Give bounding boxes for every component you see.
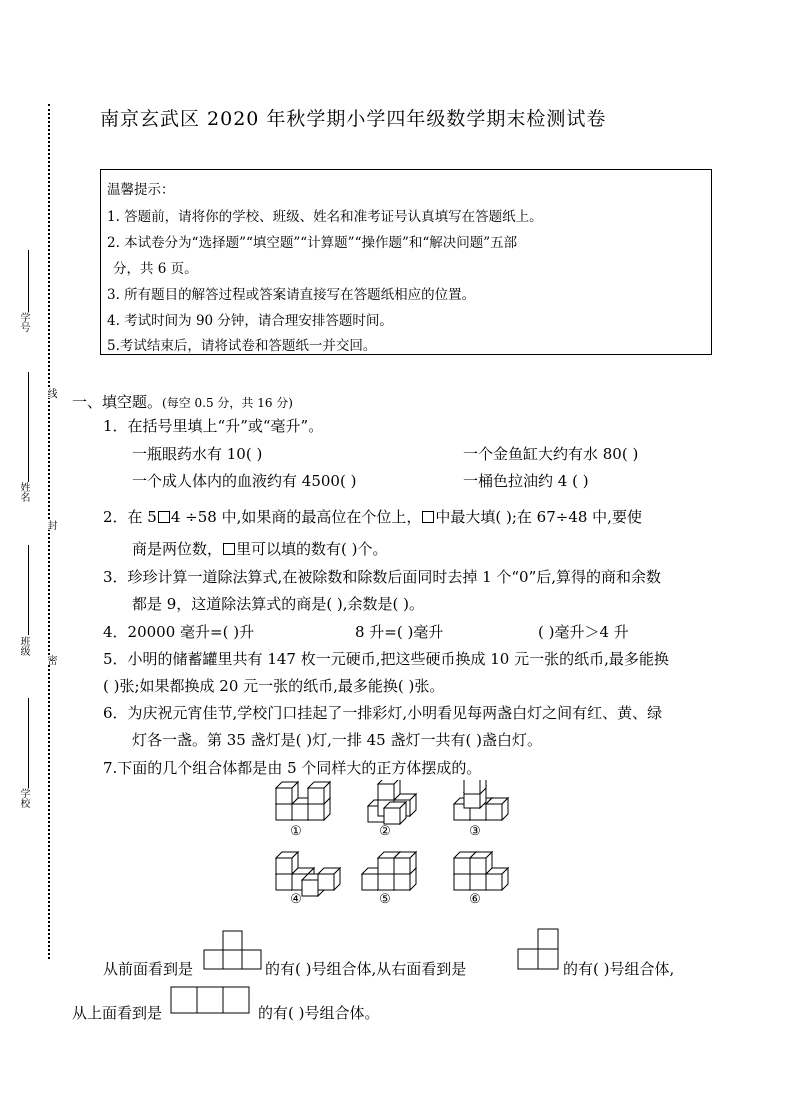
class-label: 班级 — [18, 636, 29, 656]
front-view-shape — [203, 930, 263, 970]
cube-figure-4 — [276, 852, 340, 896]
q5-line2: ( )张;如果都换成 20 元一张的纸币,最多能换( )张。 — [103, 677, 445, 695]
q7-stem: 7.下面的几个组合体都是由 5 个同样大的正方体摆成的。 — [103, 759, 482, 777]
name-line — [28, 372, 29, 482]
school-line — [28, 698, 29, 788]
q7-front-text-a: 从前面看到是 — [103, 960, 194, 978]
cube-figure-2 — [368, 780, 416, 824]
notice-item: 5.考试结束后，请将试卷和答题纸一并交回。 — [107, 338, 377, 354]
figure-label-5: ⑤ — [379, 892, 391, 907]
blank-square-icon — [223, 543, 235, 555]
cube-figure-6 — [454, 852, 508, 890]
blank-square-icon — [158, 511, 170, 523]
q1-b: 一个金鱼缸大约有水 80( ) — [463, 445, 639, 463]
q4-a: 4．20000 毫升=( )升 — [103, 623, 255, 641]
notice-item: 3. 所有题目的解答过程或答案请直接写在答题纸相应的位置。 — [107, 287, 476, 303]
top-view-shape — [170, 986, 250, 1014]
seal-mi-mark: 密 — [45, 655, 56, 665]
q3-line2: 都是 9，这道除法算式的商是( ),余数是( )。 — [132, 595, 425, 613]
figure-label-2: ② — [379, 824, 391, 839]
binding-dotted-line — [48, 104, 50, 959]
right-view-shape — [517, 928, 561, 970]
q7-top-text-b: 的有( )号组合体。 — [258, 1004, 380, 1022]
notice-item: 分，共 6 页。 — [113, 261, 198, 277]
notice-item: 4. 考试时间为 90 分钟，请合理安排答题时间。 — [107, 313, 393, 329]
seal-feng-mark: 封 — [45, 520, 56, 530]
q1-a: 一瓶眼药水有 10( ) — [132, 445, 263, 463]
notice-item: 2. 本试卷分为“选择题”“填空题”“计算题”“操作题”和“解决问题”五部 — [107, 235, 518, 251]
notice-item: 1. 答题前，请将你的学校、班级、姓名和准考证号认真填写在答题纸上。 — [107, 209, 543, 225]
school-label: 学校 — [18, 788, 29, 808]
q2-line2: 商是两位数， 里可以填的数有( )个。 — [132, 540, 388, 558]
q7-top-text-a: 从上面看到是 — [72, 1004, 163, 1022]
blank-square-icon — [422, 511, 434, 523]
q1-c: 一个成人体内的血液约有 4500( ) — [132, 472, 357, 490]
section-note: (每空 0.5 分，共 16 分) — [162, 396, 293, 410]
figure-label-1: ① — [290, 824, 302, 839]
q2-line1: 2．在 5 4 ÷58 中,如果商的最高位在个位上， 中最大填( );在 67÷48 中,要使 — [103, 508, 642, 526]
q1-stem: 1．在括号里填上“升”或“毫升”。 — [103, 417, 324, 435]
class-line — [28, 545, 29, 635]
cube-figure-1 — [276, 782, 330, 820]
figure-label-3: ③ — [469, 824, 481, 839]
notice-box — [100, 169, 712, 355]
name-label: 姓名 — [18, 482, 29, 502]
notice-heading: 温馨提示： — [107, 182, 175, 198]
figure-label-6: ⑥ — [469, 892, 481, 907]
q6-line1: 6．为庆祝元宵佳节,学校门口挂起了一排彩灯,小明看见每两盏白灯之间有红、黄、绿 — [103, 704, 663, 722]
page-title: 南京玄武区 2020 年秋学期小学四年级数学期末检测试卷 — [100, 108, 607, 130]
cube-figure-5 — [362, 852, 416, 890]
q6-line2: 灯各一盏。第 35 盏灯是( )灯,一排 45 盏灯一共有( )盏白灯。 — [132, 731, 542, 749]
seal-line-mark: 线 — [45, 388, 56, 398]
q1-d: 一桶色拉油约 4 ( ) — [463, 472, 589, 490]
q4-c: ( )毫升＞4 升 — [538, 623, 629, 641]
student-id-line — [28, 250, 29, 312]
cube-figure-3 — [454, 780, 508, 820]
section-heading — [72, 391, 293, 412]
section-title: 一、填空题。 — [72, 393, 163, 411]
q3-line1: 3．珍珍计算一道除法算式,在被除数和除数后面同时去掉 1 个“0”后,算得的商和余数 — [103, 568, 662, 586]
q7-front-text-b: 的有( )号组合体,从右面看到是 — [265, 960, 467, 978]
q4-b: 8 升=( )毫升 — [355, 623, 444, 641]
q7-front-text-c: 的有( )号组合体, — [563, 960, 675, 978]
q5-line1: 5．小明的储蓄罐里共有 147 枚一元硬币,把这些硬币换成 10 元一张的纸币,最多能换 — [103, 650, 669, 668]
figure-label-4: ④ — [290, 892, 302, 907]
student-id-label: 学号 — [18, 312, 29, 332]
